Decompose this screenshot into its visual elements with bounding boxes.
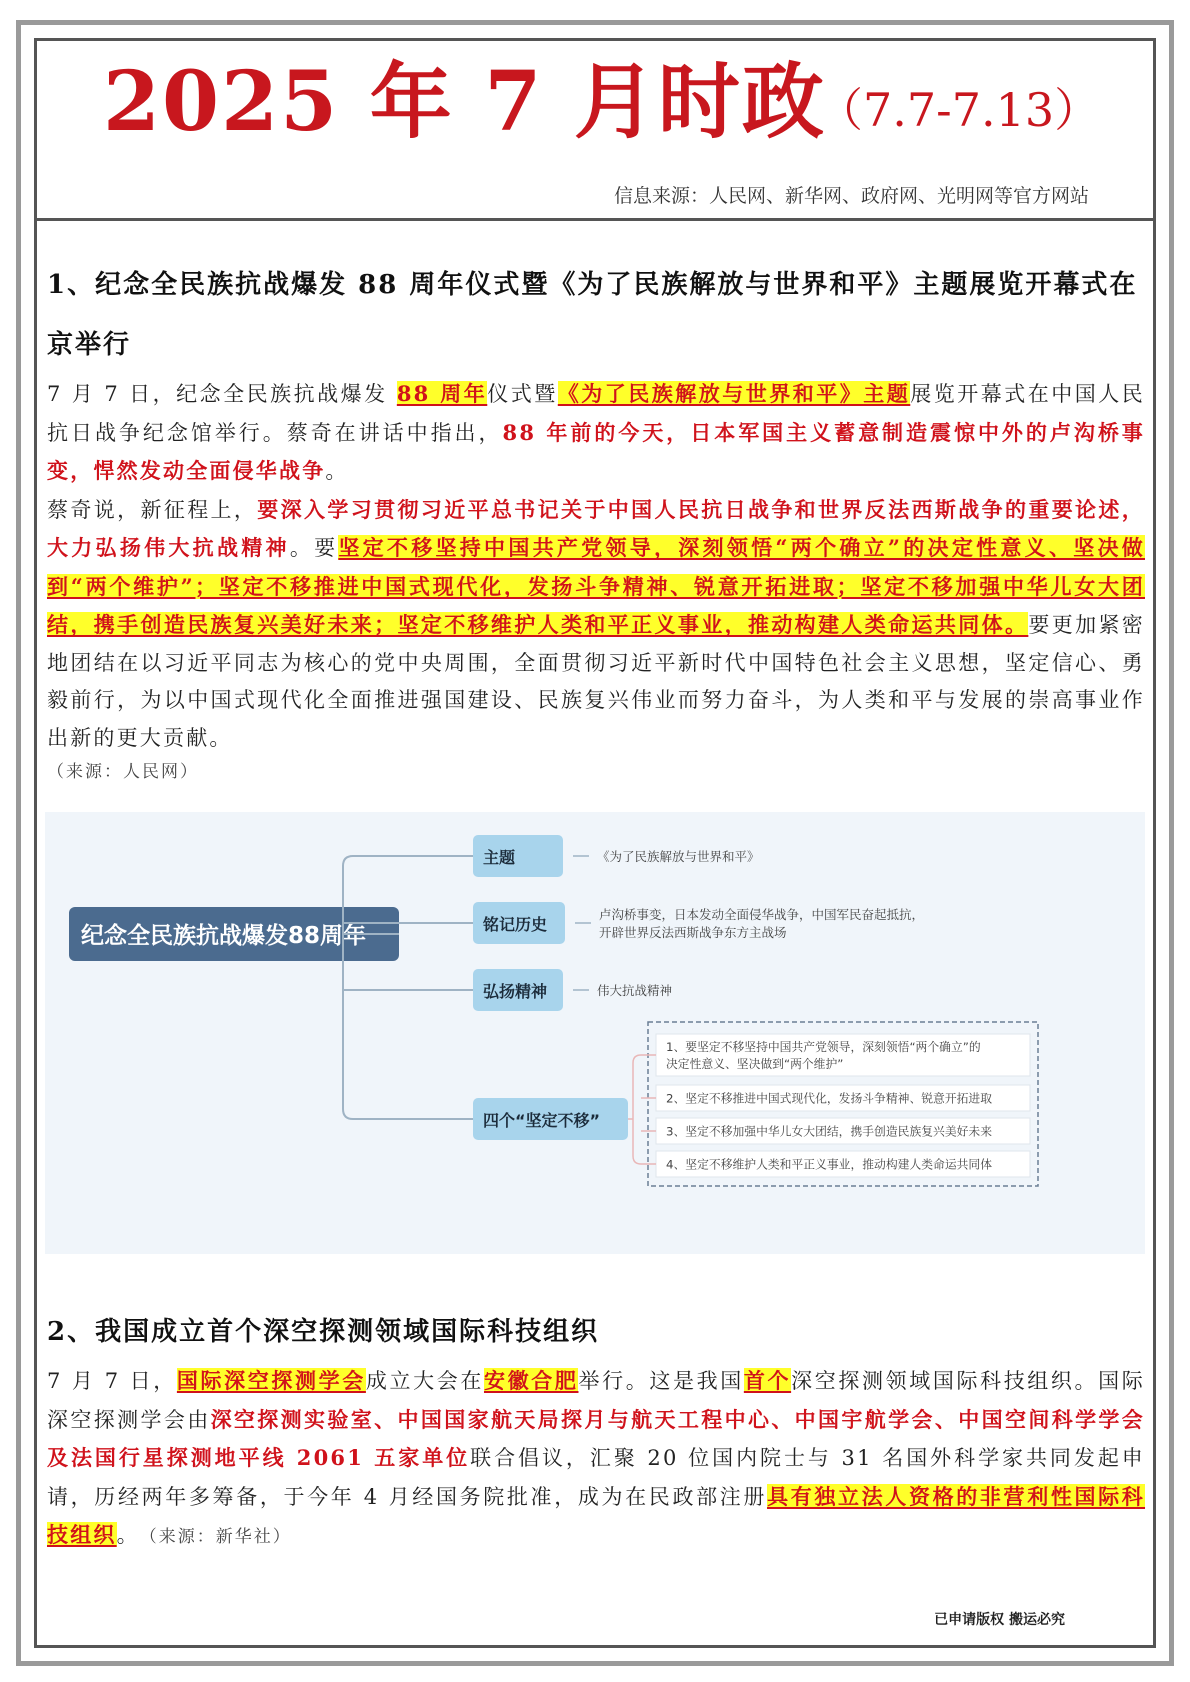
highlighted-text: 《为了民族解放与世界和平》主题	[557, 381, 911, 406]
emphasis-text: 88 年前的今天，日本军国主义蓄意制造震惊中外的卢沟桥事变，悍然发动全面侵华战争	[47, 419, 1145, 483]
body-text: 展览开幕式在中国人民抗日战争纪念馆举行。蔡奇在讲话中指出，	[47, 382, 1145, 445]
highlighted-text: 88 周年	[396, 381, 488, 406]
page-header	[37, 41, 1153, 221]
body-text: 成立大会在	[365, 1369, 484, 1393]
section-2	[47, 1302, 1145, 1555]
emphasis-text: 深空探测实验室、中国国家航天局探月与航天工程中心、中国宇航学会、中国空间科学学会及法国行星探测地平线 2061 五家单位	[47, 1406, 1145, 1470]
mindmap-bracket	[633, 1055, 641, 1164]
body-text: 7 月 7 日，纪念全民族抗战爆发	[47, 382, 397, 406]
mindmap-branch-label: 弘扬精神	[483, 982, 548, 1001]
mindmap-branch-label: 铭记历史	[483, 915, 548, 934]
mindmap-branch-connector	[343, 1109, 473, 1119]
body-text: 要更加紧密地团结在以习近平同志为核心的党中央周围，全面贯彻习近平新时代中国特色社会主义思想，坚定信心、勇毅前行，为以中国式现代化全面推进强国建设、民族复兴伟业而努力奋斗，为人类和平与发展的崇高事业作出新的更大贡献。	[47, 613, 1146, 750]
mindmap-leaf-text: 开辟世界反法西斯战争东方主战场	[599, 925, 787, 940]
body-text: 。	[116, 1523, 130, 1547]
section-1-paragraph-1	[47, 375, 1145, 491]
mindmap-item-text: 4、坚定不移维护人类和平正义事业，推动构建人类命运共同体	[666, 1157, 993, 1172]
mindmap-svg	[45, 812, 1145, 1254]
body-text: 举行。这是我国	[578, 1369, 744, 1393]
mindmap-item-text: 2、坚定不移推进中国式现代化，发扬斗争精神、锐意开拓进取	[666, 1091, 993, 1106]
body-text: 。	[325, 459, 349, 483]
highlighted-text: 安徽合肥	[483, 1368, 579, 1393]
mindmap-item-text: 1、要坚定不移坚持中国共产党领导，深刻领悟“两个确立”的	[666, 1040, 981, 1054]
section-2-paragraph	[47, 1362, 1145, 1555]
highlighted-text: 首个	[743, 1368, 792, 1393]
mindmap-leaf-text: 伟大抗战精神	[597, 983, 673, 998]
mindmap-branch-connector	[343, 856, 473, 866]
body-text: 蔡奇说，新征程上，	[47, 497, 258, 522]
mindmap	[45, 812, 1145, 1254]
mindmap-root-label: 纪念全民族抗战爆发88周年	[81, 923, 367, 949]
page-title: 2025 年 7 月时政	[103, 54, 826, 150]
body-text: 。要	[289, 536, 339, 560]
body-text: 联合倡议，汇聚 20 位国内院士与 31 名国外科学家共同发起申请，历经两年多筹备，于今年 4 月经国务院批准，成为在民政部注册	[47, 1446, 1145, 1509]
section-1-source: （来源：人民网）	[47, 762, 199, 782]
highlighted-text: 具有独立法人资格的非营利性国际科技组织	[47, 1483, 1146, 1547]
mindmap-item-text: 决定性意义、坚决做到“两个维护”	[666, 1057, 844, 1071]
section-1-heading: 1、纪念全民族抗战爆发 88 周年仪式暨《为了民族解放与世界和平》主题展览开幕式在京举行	[47, 270, 1138, 360]
mindmap-item-text: 3、坚定不移加强中华儿女大团结，携手创造民族复兴美好未来	[666, 1124, 993, 1139]
mindmap-branch-label: 主题	[483, 848, 516, 867]
mindmap-leaf-text: 卢沟桥事变，日本发动全面侵华战争，中国军民奋起抵抗，	[599, 907, 925, 922]
body-text: 深空探测领域国际科技组织。国际深空探测学会由	[47, 1369, 1145, 1432]
highlighted-text: 国际深空探测学会	[176, 1368, 366, 1393]
highlighted-text: 坚定不移坚持中国共产党领导，深刻领悟“两个确立”的决定性意义、坚决做到“两个维护”；坚定不移推进中国式现代化，发扬斗争精神、锐意开拓进取；坚定不移加强中华儿女大团结，携手创造民族复兴美好未来；坚定不移维护人类和平正义事业，推动构建人类命运共同体。	[47, 535, 1145, 637]
section-1-paragraph-2	[47, 491, 1145, 758]
emphasis-text: 要深入学习贯彻习近平总书记关于中国人民抗日战争和世界反法西斯战争的重要论述，大力弘扬伟大抗战精神	[47, 496, 1145, 560]
mindmap-leaf-text: 《为了民族解放与世界和平》	[597, 849, 760, 864]
info-source: 信息来源：人民网、新华网、政府网、光明网等官方网站	[613, 185, 1089, 207]
section-1	[47, 255, 1145, 787]
section-2-heading: 2、我国成立首个深空探测领域国际科技组织	[47, 1317, 600, 1347]
body-text: 7 月 7 日，	[47, 1369, 177, 1393]
section-2-source: （来源：新华社）	[129, 1527, 292, 1547]
body-text: 仪式暨	[487, 382, 558, 406]
date-range: （7.7-7.13）	[817, 83, 1101, 137]
copyright-footer: 已申请版权 搬运必究	[934, 1612, 1065, 1628]
mindmap-branch-label: 四个“坚定不移”	[483, 1111, 601, 1130]
